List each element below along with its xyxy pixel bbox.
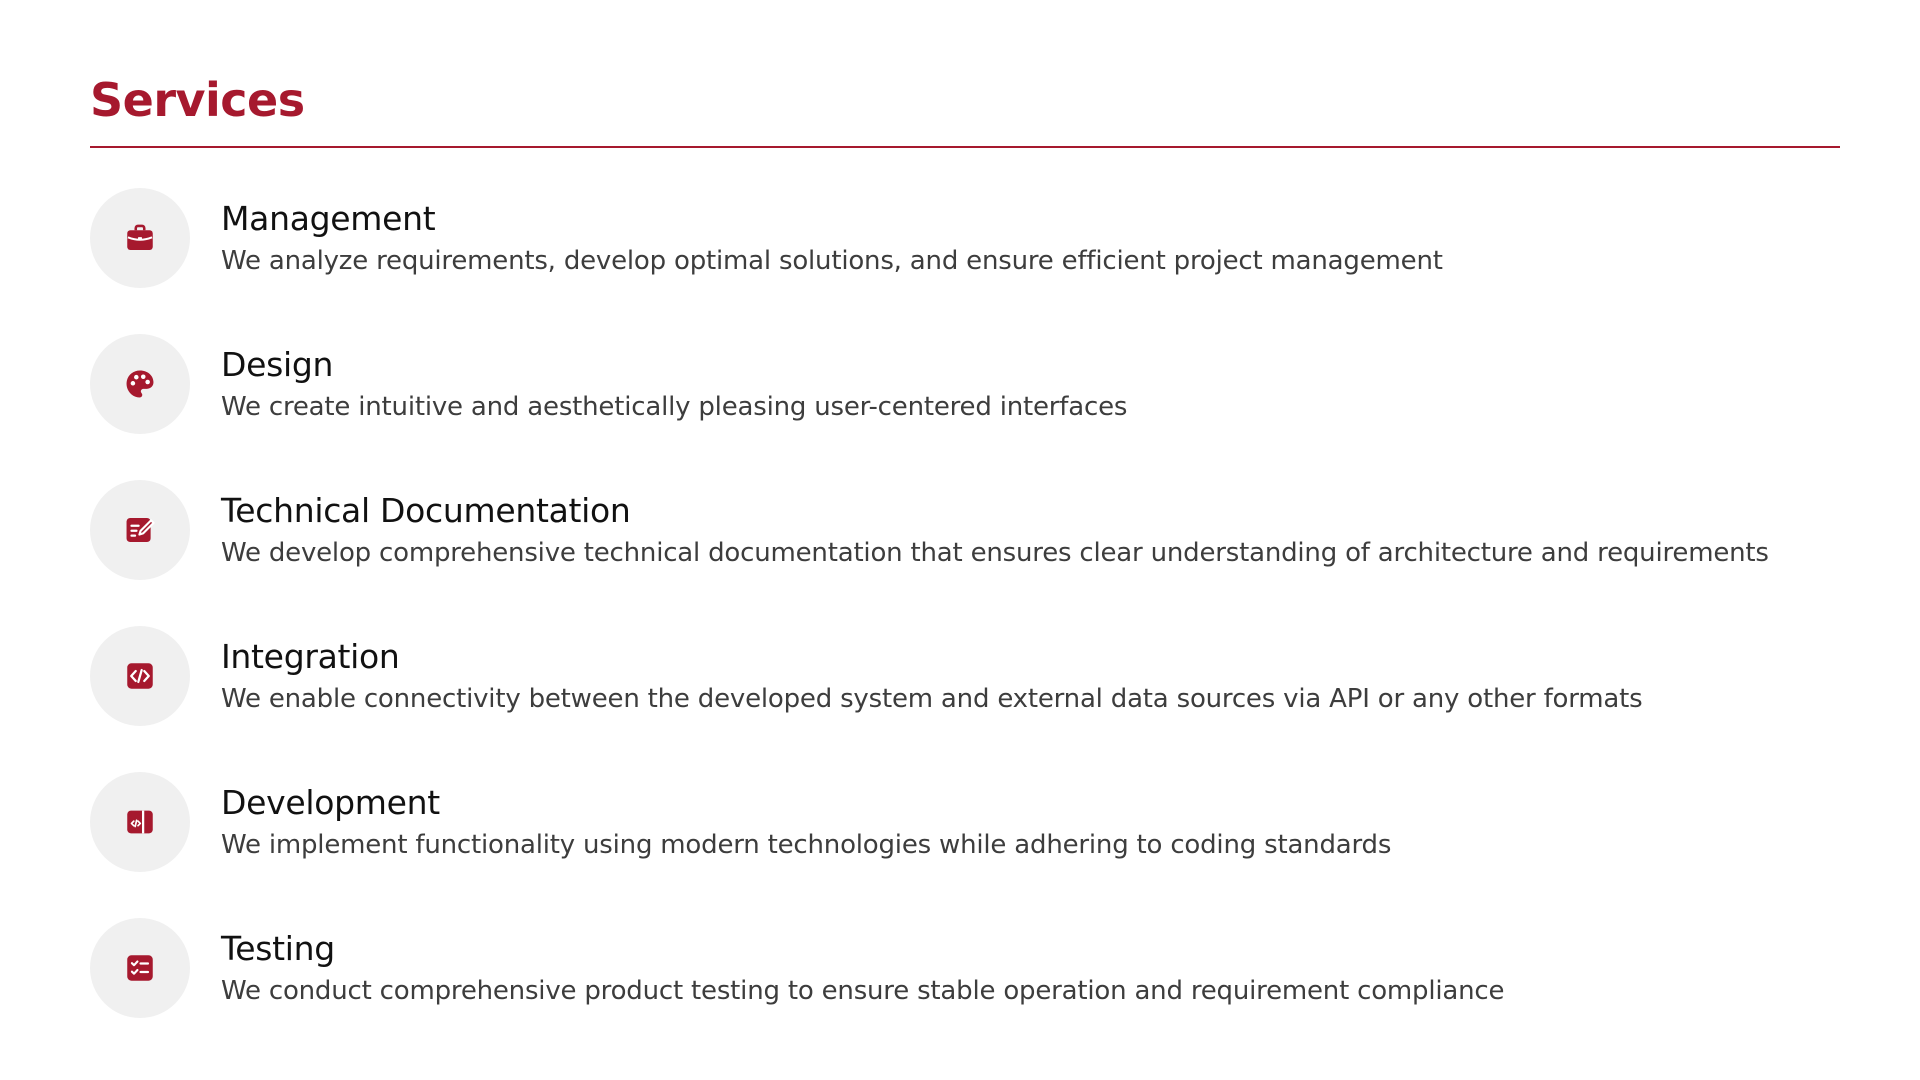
service-list [90, 188, 1830, 1018]
section-title: Services [90, 73, 305, 127]
service-item-integration [90, 626, 1830, 726]
title-divider [90, 146, 1840, 148]
service-item-design [90, 334, 1830, 434]
code-window-icon [123, 805, 157, 839]
service-text [221, 198, 1443, 278]
service-name: Design [221, 345, 334, 384]
service-name: Development [221, 783, 440, 822]
palette-icon [123, 367, 157, 401]
service-icon-badge [90, 918, 190, 1018]
service-icon-badge [90, 334, 190, 434]
checklist-icon [123, 951, 157, 985]
service-description: We enable connectivity between the developed system and external data sources via API or any other formats [221, 684, 1643, 714]
service-text [221, 782, 1391, 862]
service-item-management [90, 188, 1830, 288]
service-item-technical-documentation [90, 480, 1830, 580]
service-name: Technical Documentation [221, 491, 631, 530]
code-icon [123, 659, 157, 693]
service-text [221, 490, 1769, 570]
briefcase-icon [123, 221, 157, 255]
edit-document-icon [123, 513, 157, 547]
service-description: We implement functionality using modern technologies while adhering to coding standards [221, 830, 1392, 860]
service-icon-badge [90, 626, 190, 726]
service-name: Testing [221, 929, 335, 968]
service-name: Management [221, 199, 436, 238]
service-text [221, 928, 1504, 1008]
service-description: We analyze requirements, develop optimal solutions, and ensure efficient project management [221, 246, 1443, 276]
service-description: We conduct comprehensive product testing to ensure stable operation and requirement compliance [221, 976, 1505, 1006]
service-icon-badge [90, 188, 190, 288]
service-icon-badge [90, 772, 190, 872]
service-description: We develop comprehensive technical documentation that ensures clear understanding of architecture and requirements [221, 538, 1769, 568]
service-text [221, 344, 1127, 424]
service-description: We create intuitive and aesthetically pleasing user-centered interfaces [221, 392, 1128, 422]
service-icon-badge [90, 480, 190, 580]
service-text [221, 636, 1643, 716]
service-item-testing [90, 918, 1830, 1018]
service-item-development [90, 772, 1830, 872]
service-name: Integration [221, 637, 400, 676]
